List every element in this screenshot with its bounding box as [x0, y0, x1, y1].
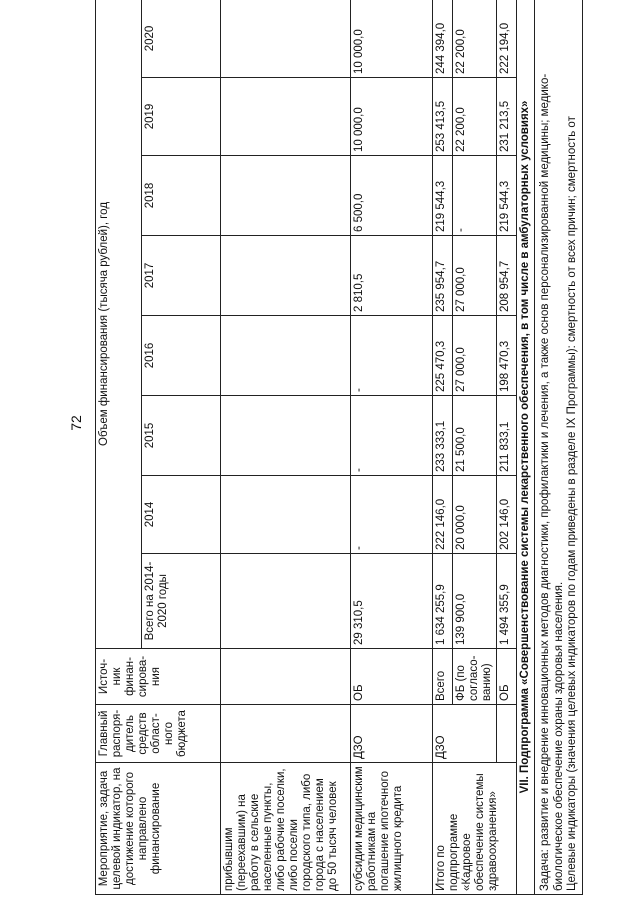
value-cell: 6 500,0: [351, 156, 433, 236]
subprogram-row: [517, 0, 535, 895]
value-cell: 222 194,0: [497, 0, 517, 78]
total-cell: 139 900,0: [453, 554, 497, 649]
value-cell: 222 146,0: [433, 476, 453, 554]
year-header: 2018: [141, 156, 220, 236]
rotated-page: [95, 0, 635, 895]
col-volume-header: Объем финансирования (тысяча рублей), год: [96, 0, 142, 649]
value-cell: [221, 236, 351, 316]
table-row: [497, 0, 517, 895]
col-activity-header: Мероприятие, задача целевой индикатор, на достижение которого направлено финансирование: [96, 763, 221, 895]
table-row: [221, 0, 351, 895]
table-row: [351, 0, 433, 895]
value-cell: 10 000,0: [351, 0, 433, 78]
value-cell: [221, 396, 351, 476]
activity-cell: прибывшим (переехавшим) на работу в сельские населенные пункты, либо рабочие поселки, либо поселки городского типа, либо города с населением до 50 тысяч человек: [221, 763, 351, 895]
value-cell: 253 413,5: [433, 78, 453, 156]
col-total-header: Всего на 2014-2020 годы: [141, 554, 220, 649]
value-cell: -: [351, 316, 433, 396]
activity-cell: субсидии медицинским работникам на погашение ипотечного жилищного кредита: [351, 763, 433, 895]
col-source-header: Источ-ник финан-сирова-ния: [96, 649, 221, 705]
value-cell: 22 200,0: [453, 0, 497, 78]
year-header: 2017: [141, 236, 220, 316]
value-cell: 10 000,0: [351, 78, 433, 156]
value-cell: [221, 78, 351, 156]
value-cell: 244 394,0: [433, 0, 453, 78]
col-manager-header: Главный распоря-дитель средств област-ного бюджета: [96, 705, 221, 763]
value-cell: 202 146,0: [497, 476, 517, 554]
year-header: 2014: [141, 476, 220, 554]
task-cell: [535, 0, 583, 895]
manager-cell: [497, 705, 517, 763]
value-cell: 219 544,3: [497, 156, 517, 236]
task-row: [535, 0, 583, 895]
value-cell: -: [351, 476, 433, 554]
year-header: 2016: [141, 316, 220, 396]
value-cell: [221, 316, 351, 396]
value-cell: 198 470,3: [497, 316, 517, 396]
total-cell: 1 634 255,9: [433, 554, 453, 649]
value-cell: 2 810,5: [351, 236, 433, 316]
page-number: 72: [67, 415, 84, 431]
year-header: 2015: [141, 396, 220, 476]
total-cell: [221, 554, 351, 649]
value-cell: 211 833,1: [497, 396, 517, 476]
total-cell: 1 494 355,9: [497, 554, 517, 649]
value-cell: -: [351, 396, 433, 476]
value-cell: 235 954,7: [433, 236, 453, 316]
value-cell: 20 000,0: [453, 476, 497, 554]
source-cell: ОБ: [351, 649, 433, 705]
indicators-text: Целевые индикаторы (значения целевых индикаторов по годам приведены в разделе IX Программы): смертность от всех причин; смертность от: [566, 116, 578, 891]
value-cell: [221, 476, 351, 554]
activity-cell: Итого по подпрограмме «Кадровое обеспечение системы здравоохранения»: [433, 763, 517, 895]
value-cell: 231 213,5: [497, 78, 517, 156]
value-cell: 21 500,0: [453, 396, 497, 476]
source-cell: ОБ: [497, 649, 517, 705]
value-cell: [221, 156, 351, 236]
value-cell: 219 544,3: [433, 156, 453, 236]
table-row: [433, 0, 453, 895]
value-cell: 27 000,0: [453, 236, 497, 316]
subprogram-title: VII. Подпрограмма «Совершенствование системы лекарственного обеспечения, в том числе в амбулаторных условиях»: [517, 0, 535, 895]
year-header: 2020: [141, 0, 220, 78]
task-text: Задача: развитие и внедрение инновационных методов диагностики, профилактики и лечения, а также основ персонализированной медицины; медико-биологическое обеспечение охраны здоровья населения.: [539, 73, 565, 891]
value-cell: 233 333,1: [433, 396, 453, 476]
manager-cell: [221, 705, 351, 763]
source-cell: [221, 649, 351, 705]
manager-cell: ДЗО: [433, 705, 497, 763]
value-cell: 27 000,0: [453, 316, 497, 396]
value-cell: [221, 0, 351, 78]
total-cell: 29 310,5: [351, 554, 433, 649]
value-cell: 225 470,3: [433, 316, 453, 396]
source-cell: Всего: [433, 649, 453, 705]
manager-cell: ДЗО: [351, 705, 433, 763]
financing-table: [95, 0, 583, 895]
value-cell: 208 954,7: [497, 236, 517, 316]
value-cell: 22 200,0: [453, 78, 497, 156]
source-cell: ФБ (по согласо-ванию): [453, 649, 497, 705]
value-cell: -: [453, 156, 497, 236]
year-header: 2019: [141, 78, 220, 156]
